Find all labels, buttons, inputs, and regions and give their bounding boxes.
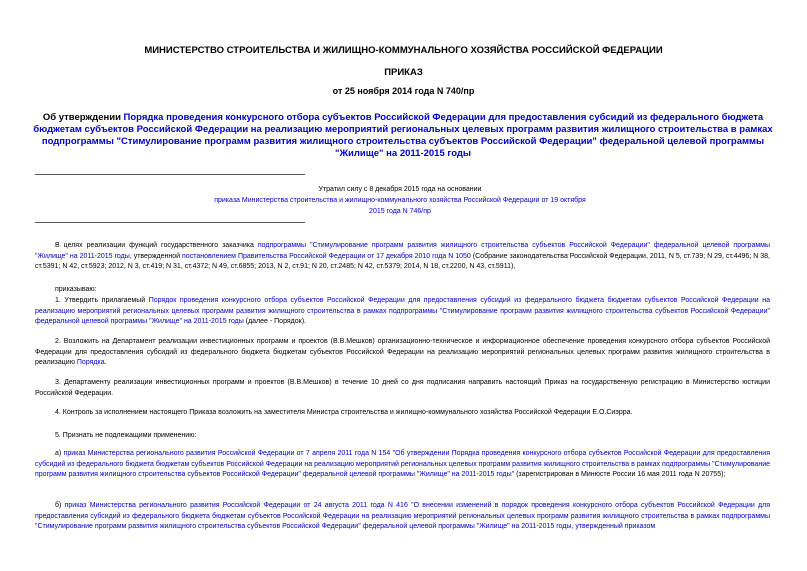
item-4-text: 4. Контроль за исполнением настоящего Приказа возложить на заместителя Министра строительства и жилищно-коммунального хозяйства Российской Федерации Е.О.Сиэрра. bbox=[55, 409, 633, 416]
item-5b-link[interactable]: приказ Министерства регионального развития Российской Федерации от 24 августа 2011 года N 416 "О внесении изменений в порядок проведения конкурсного отбора субъектов Российской Федерации для предоставления субсидий из федерального бюджета бюджетам субъектов Российской Федерации на реализацию мероприятий региональных целевых программ развития жилищного строительства в рамках подпрограммы "Стимулирование программ развития жилищного строительства субъектов Российской Федерации" федеральной целевой программы "Жилище" на 2011-2015 годы, утвержденный приказом bbox=[35, 502, 770, 530]
item-5b-prefix: б) bbox=[55, 502, 65, 509]
item-1-link[interactable]: Порядок проведения конкурсного отбора субъектов Российской Федерации для предоставления субсидий из федерального бюджета бюджетам субъектов Российской Федерации на реализацию мероприятий региональных целевых программ развития жилищного строительства в рамках подпрограммы "Стимулирование программ развития жилищного строительства субъектов Российской Федерации" федеральной целевой программы "Жилище" на 2011-2015 годы bbox=[35, 297, 770, 325]
item-2-suffix: . bbox=[104, 359, 107, 366]
preamble-text-3: (Собрание законодательства Российской Федерации, 2011, N 5, ст.739; N 29, ст.4496; N 38, ст.5391; N 42, ст.5923; 2012, N 3, ст.419; N 31, ст.4372; N 49, ст.6855; 2013, N 2, ст.91; N 20, ст.2485; N 42, ст.5379; 2014, N 18, ст.2200, N 43, ст.5911), bbox=[35, 252, 770, 270]
item-5a bbox=[35, 449, 770, 481]
lost-force-note bbox=[210, 184, 590, 217]
item-5-text: 5. Признать не подлежащими применению: bbox=[55, 432, 197, 439]
item-5 bbox=[35, 431, 770, 442]
item-2 bbox=[35, 337, 770, 369]
item-4 bbox=[35, 408, 770, 419]
preamble-text-2: , утвержденной bbox=[129, 252, 183, 260]
title-link[interactable]: Порядка проведения конкурсного отбора субъектов Российской Федерации для предоставления субсидий из федерального бюджета бюджетам субъектов Российской Федерации на реализацию мероприятий региональных целевых программ развития жилищного строительства в рамках подпрограммы "Стимулирование программ развития жилищного строительства субъектов Российской Федерации" федеральной целевой программы "Жилище" на 2011-2015 годы bbox=[33, 112, 773, 159]
item-1-text: 1. Утвердить прилагаемый bbox=[55, 297, 149, 304]
lost-force-link[interactable]: приказа Министерства строительства и жилищно-коммунального хозяйства Российской Федерации от 19 октября 2015 года N 746/пр bbox=[214, 197, 586, 215]
preamble bbox=[35, 241, 770, 273]
doc-type: ПРИКАЗ bbox=[384, 67, 423, 78]
item-5a-link[interactable]: приказ Министерства регионального развития Российской Федерации от 7 апреля 2011 года N 154 "Об утверждении Порядка проведения конкурсного отбора субъектов Российской Федерации для предоставления субсидий из федерального бюджета бюджетам субъектов Российской Федерации на реализацию мероприятий региональных целевых программ развития жилищного строительства в рамках подпрограммы "Стимулирование программ развития жилищного строительства субъектов Российской Федерации" федеральной целевой программы "Жилище" на 2011-2015 годы" bbox=[35, 450, 770, 478]
order-word bbox=[35, 285, 770, 296]
divider-top bbox=[35, 174, 305, 175]
item-5a-prefix: а) bbox=[55, 450, 64, 457]
item-3 bbox=[35, 378, 770, 399]
divider-bottom bbox=[35, 222, 305, 223]
item-5b bbox=[35, 501, 770, 533]
lost-force-text: Утратил силу с 8 декабря 2015 года на основании bbox=[318, 186, 482, 193]
item-2-text: 2. Возложить на Департамент реализации инвестиционных программ и проектов (В.В.Мешков) организационно-техническое и информационное обеспечение проведения конкурсного отбора субъектов Российской Федерации для предоставления субсидий из федерального бюджета бюджетам субъектов Российской Федерации на реализацию мероприятий региональных целевых программ развития жилищного строительства в реализацию bbox=[35, 338, 770, 366]
item-3-text: 3. Департаменту реализации инвестиционных программ и проектов (В.В.Мешков) в течение 10 дней со дня подписания направить настоящий Приказ на государственную регистрацию в Министерство юстиции Российской Федерации. bbox=[35, 379, 770, 397]
order-word-text: приказываю: bbox=[55, 286, 97, 293]
document-title bbox=[28, 112, 778, 160]
ministry-heading: МИНИСТЕРСТВО СТРОИТЕЛЬСТВА И ЖИЛИЩНО-КОММУНАЛЬНОГО ХОЗЯЙСТВА РОССИЙСКОЙ ФЕДЕРАЦИИ bbox=[144, 45, 663, 56]
title-prefix: Об утверждении bbox=[42, 112, 124, 123]
item-1-suffix: (далее - Порядок). bbox=[243, 318, 306, 325]
item-5a-suffix: (зарегистрирован в Минюсте России 16 мая 2011 года N 20755); bbox=[514, 471, 726, 478]
preamble-link-resolution[interactable]: постановлением Правительства Российской Федерации от 17 декабря 2010 года N 1050 bbox=[182, 252, 471, 260]
preamble-text-1: В целях реализации функций государственного заказчика bbox=[55, 242, 258, 249]
item-1 bbox=[35, 296, 770, 328]
preamble-link-subprogram[interactable]: подпрограммы "Стимулирование программ развития жилищного строительства субъектов Российской Федерации" федеральной целевой программы "Жилище" на 2011-2015 годы bbox=[35, 242, 770, 260]
item-2-link[interactable]: Порядка bbox=[76, 359, 105, 366]
doc-date-number: от 25 ноября 2014 года N 740/пр bbox=[332, 86, 475, 96]
